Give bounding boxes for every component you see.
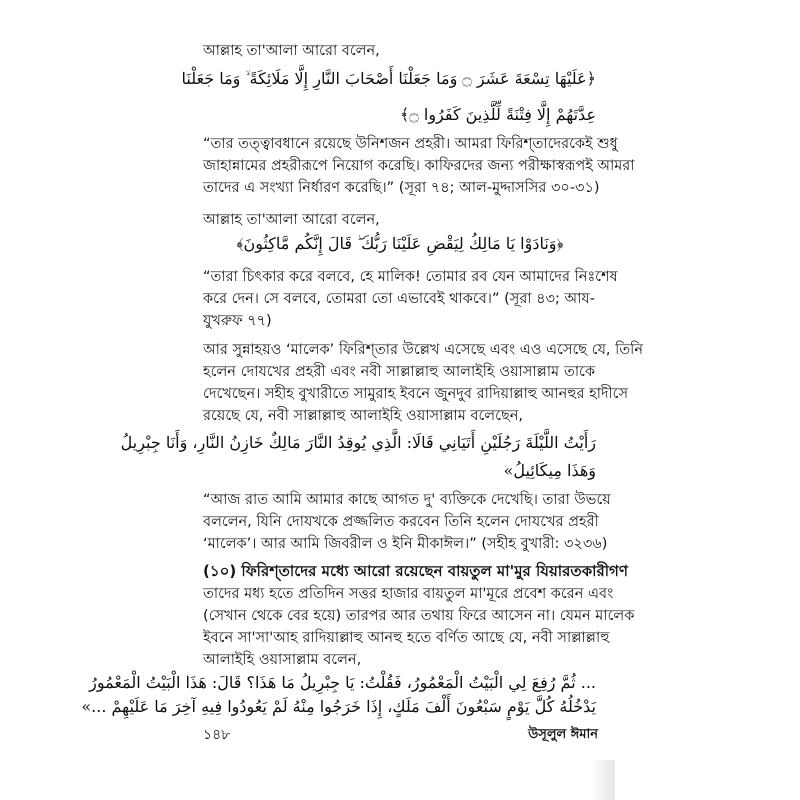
hadith-2-line-1: ... ثُمَّ رُفِعَ لِي الْبَيْتُ الْمَعْمُورُ، فَقُلْتُ: يَا جِبْرِيلُ مَا هَذَا؟ قَالَ: هَذَا الْبَيْتُ الْمَعْمُورُ [89,673,596,692]
running-footer-title: উসূলুল ঈমান [528,727,598,742]
translation-2-line-3: যুখরুফ ৭৭) [203,313,272,329]
translation-1-line-3: তাদের এ সংখ্যা নির্ধারণ করেছি।” (সূরা ৭৪; আল-মুদ্দাসসির ৩০-৩১) [203,180,600,196]
intro-line-1: আল্লাহ তা'আলা আরো বলেন, [203,43,380,59]
quran-verse-1-line-1: ﴿عَلَيْهَا تِسْعَةَ عَشَرَ ۝ وَمَا جَعَلْنَا أَصْحَابَ النَّارِ إِلَّا مَلَائِكَةً ۙ وَمَا جَعَلْنَا [181,69,596,88]
page-edge-shadow [591,760,615,800]
paragraph-1-line-1: আর সুন্নাহয়ও ‘মালেক’ ফিরিশ্‌তার উল্লেখ এসেছে এবং এও এসেছে যে, তিনি [203,342,643,358]
translation-1-line-2: জাহান্নামের প্রহরীরূপে নিয়োগ করেছি। কাফিরদের জন্য পরীক্ষাস্বরূপই আমরা [203,158,635,174]
page-number: ১৪৮ [203,727,231,743]
paragraph-2-line-3: ইবনে সা'সা'আহ রাদিয়াল্লাহু আনহু হতে বর্ণিত আছে যে, নবী সাল্লাল্লাহু [203,630,610,646]
paragraph-1-line-2: হলেন দোযখের প্রহরী এবং নবী সাল্লাল্লাহু আলাইহি ওয়াসাল্লাম তাকে [203,364,595,380]
paragraph-2-line-1: তাদের মধ্য হতে প্রতিদিন সত্তর হাজার বায়তুল মা'মূরে প্রবেশ করেন এবং [203,586,614,602]
paragraph-2-line-2: (সেখান থেকে বের হয়ে) তারপর আর তথায় ফিরে আসেন না। যেমন মালেক [203,608,635,624]
translation-1-line-1: “তার তত্ত্বাবধানে রয়েছে উনিশজন প্রহরী। আমরা ফিরিশ্‌তাদেরকেই শুধু [203,136,618,152]
translation-2-line-2: করে দেন। সে বলবে, তোমরা তো এভাবেই থাকবে।” (সূরা ৪৩; আয- [203,291,595,307]
hadith-1-line-2: وَهَذَا مِيكَائِيلُ» [503,461,596,480]
paragraph-1-line-4: রয়েছে যে, নবী সাল্লাল্লাহু আলাইহি ওয়াসাল্লাম বলেছেন, [203,408,523,424]
translation-3-line-3: ‘মালেক’। আর আমি জিবরীল ও ইনি মীকাঈল।” (সহীহ বুখারী: ৩২৩৬) [203,536,608,552]
translation-2-line-1: “তারা চিৎকার করে বলবে, হে মালিক! তোমার রব যেন আমাদের নিঃশেষ [203,269,618,285]
quran-verse-1-line-2: عِدَّتَهُمْ إِلَّا فِتْنَةً لِّلَّذِينَ كَفَرُوا ۝﴾ [400,105,596,124]
translation-3-line-2: বললেন, যিনি দোযখকে প্রজ্জলিত করবেন তিনি হলেন দোযখের প্রহরী [203,514,599,530]
paragraph-2-line-4: আলাইহি ওয়াসাল্লাম বলেন, [203,652,362,668]
intro-line-2: আল্লাহ তা'আলা আরো বলেন, [203,212,380,228]
translation-3-line-1: “আজ রাত আমি আমার কাছে আগত দু' ব্যক্তিকে দেখেছি। তারা উভয়ে [203,492,611,508]
quran-verse-2: ﴿وَنَادَوْا يَا مَالِكُ لِيَقْضِ عَلَيْنَا رَبُّكَ ۖ قَالَ إِنَّكُم مَّاكِثُونَ﴾ [236,234,564,253]
hadith-1-line-1: رَأَيْتُ اللَّيْلَةَ رَجُلَيْنِ أَتَيَانِي قَالَا: الَّذِي يُوقِدُ النَّارَ مَالِكٌ خَازِنُ النَّارِ، وَأَنَا جِبْرِيلُ [120,433,596,452]
hadith-2-line-2: يَدْخُلُهُ كُلَّ يَوْمٍ سَبْعُونَ أَلْفَ مَلَكٍ، إِذَا خَرَجُوا مِنْهُ لَمْ يَعُودُوا فِيهِ آخِرَ مَا عَلَيْهِمْ ...» [81,697,596,716]
paragraph-1-line-3: দেখেছেন। সহীহ বুখারীতে সামুরাহ ইবনে জুনদুব রাদিয়াল্লাহু আনহুর হাদীসে [203,386,629,402]
section-heading: (১০) ফিরিশ্‌তাদের মধ্যে আরো রয়েছেন বায়তুল মা'মুর যিয়ারতকারীগণ [203,562,628,580]
